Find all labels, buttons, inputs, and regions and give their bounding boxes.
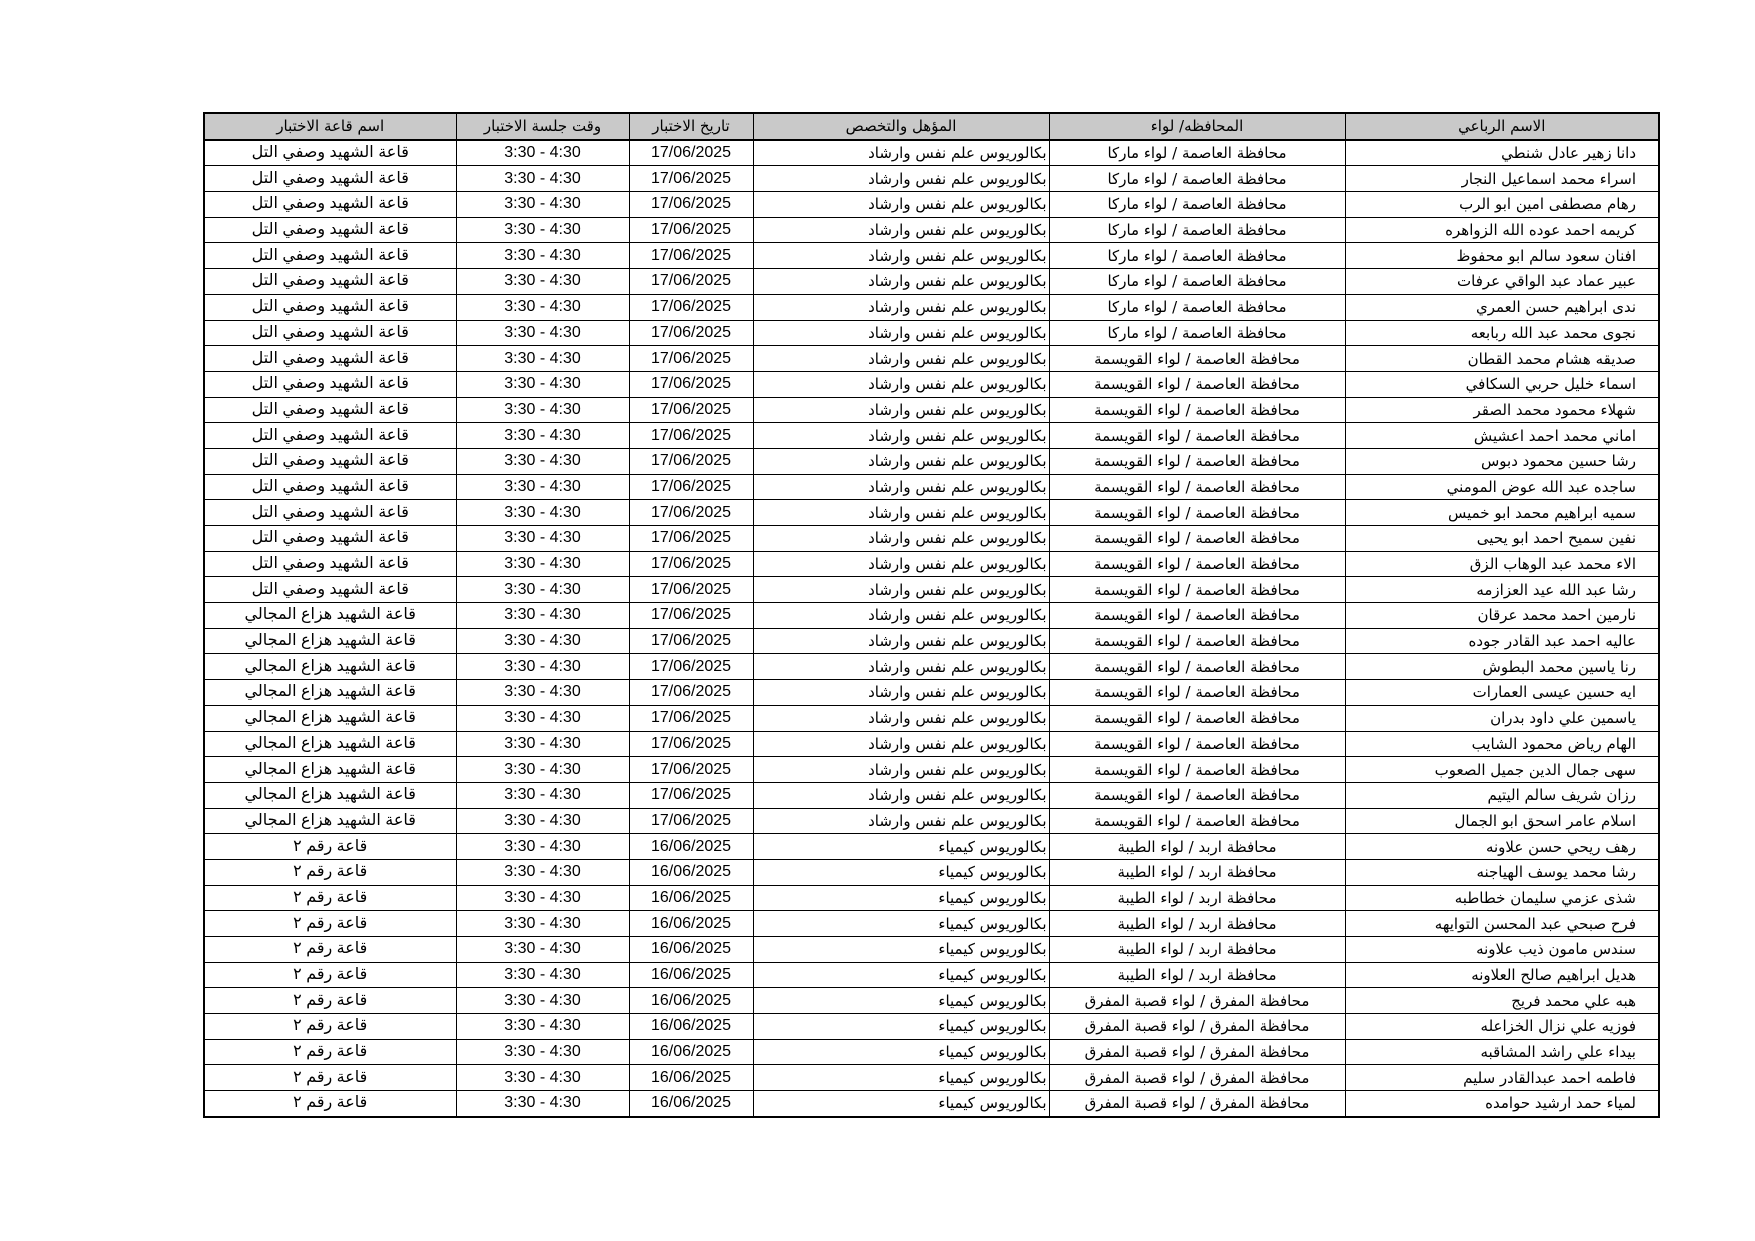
cell-qualification: بكالوريوس كيمياء [753, 1014, 1049, 1040]
table-row [204, 988, 1659, 1014]
cell-date: 16/06/2025 [629, 937, 753, 963]
cell-hall: قاعة الشهيد هزاع المجالي [204, 808, 456, 834]
cell-qualification: بكالوريوس علم نفس وارشاد [753, 577, 1049, 603]
cell-time: 3:30 - 4:30 [456, 654, 629, 680]
cell-date: 17/06/2025 [629, 140, 753, 166]
table-row [204, 551, 1659, 577]
cell-time: 3:30 - 4:30 [456, 577, 629, 603]
cell-name: فرح صبحي عبد المحسن التوايهه [1345, 911, 1659, 937]
cell-name: دانا زهير عادل شنطي [1345, 140, 1659, 166]
cell-time: 3:30 - 4:30 [456, 397, 629, 423]
table-row [204, 192, 1659, 218]
cell-hall: قاعة الشهيد وصفي التل [204, 423, 456, 449]
cell-governorate: محافظة المفرق / لواء قصبة المفرق [1049, 1039, 1345, 1065]
header-row [204, 113, 1659, 140]
cell-name: صديقه هشام محمد القطان [1345, 346, 1659, 372]
cell-hall: قاعة الشهيد وصفي التل [204, 397, 456, 423]
cell-name: اسراء محمد اسماعيل النجار [1345, 166, 1659, 192]
cell-qualification: بكالوريوس علم نفس وارشاد [753, 680, 1049, 706]
table-row [204, 731, 1659, 757]
cell-qualification: بكالوريوس علم نفس وارشاد [753, 423, 1049, 449]
cell-name: نفين سميح احمد ابو يحيى [1345, 526, 1659, 552]
table-row [204, 371, 1659, 397]
table-row [204, 294, 1659, 320]
cell-qualification: بكالوريوس علم نفس وارشاد [753, 782, 1049, 808]
cell-date: 17/06/2025 [629, 320, 753, 346]
cell-hall: قاعة رقم ٢ [204, 1039, 456, 1065]
cell-date: 16/06/2025 [629, 911, 753, 937]
cell-date: 17/06/2025 [629, 551, 753, 577]
cell-hall: قاعة الشهيد وصفي التل [204, 140, 456, 166]
cell-name: اسلام عامر اسحق ابو الجمال [1345, 808, 1659, 834]
cell-date: 17/06/2025 [629, 654, 753, 680]
table-header [204, 113, 1659, 140]
cell-time: 3:30 - 4:30 [456, 757, 629, 783]
cell-qualification: بكالوريوس علم نفس وارشاد [753, 500, 1049, 526]
cell-time: 3:30 - 4:30 [456, 140, 629, 166]
cell-date: 17/06/2025 [629, 731, 753, 757]
cell-hall: قاعة الشهيد هزاع المجالي [204, 603, 456, 629]
cell-date: 17/06/2025 [629, 423, 753, 449]
cell-time: 3:30 - 4:30 [456, 474, 629, 500]
cell-hall: قاعة رقم ٢ [204, 1014, 456, 1040]
cell-time: 3:30 - 4:30 [456, 808, 629, 834]
cell-qualification: بكالوريوس كيمياء [753, 911, 1049, 937]
cell-governorate: محافظة اربد / لواء الطيبة [1049, 911, 1345, 937]
cell-governorate: محافظة العاصمة / لواء القويسمة [1049, 551, 1345, 577]
cell-qualification: بكالوريوس علم نفس وارشاد [753, 140, 1049, 166]
cell-governorate: محافظة العاصمة / لواء ماركا [1049, 243, 1345, 269]
cell-governorate: محافظة العاصمة / لواء القويسمة [1049, 808, 1345, 834]
cell-name: رشا عبد الله عيد العزازمه [1345, 577, 1659, 603]
cell-hall: قاعة الشهيد وصفي التل [204, 217, 456, 243]
cell-hall: قاعة الشهيد هزاع المجالي [204, 628, 456, 654]
cell-date: 17/06/2025 [629, 269, 753, 295]
cell-qualification: بكالوريوس علم نفس وارشاد [753, 346, 1049, 372]
table-body [204, 140, 1659, 1117]
cell-name: الاء محمد عبد الوهاب الزق [1345, 551, 1659, 577]
cell-name: اماني محمد احمد اعشيش [1345, 423, 1659, 449]
cell-hall: قاعة رقم ٢ [204, 1065, 456, 1091]
cell-governorate: محافظة اربد / لواء الطيبة [1049, 937, 1345, 963]
table-row [204, 859, 1659, 885]
cell-governorate: محافظة العاصمة / لواء القويسمة [1049, 423, 1345, 449]
cell-date: 16/06/2025 [629, 1091, 753, 1117]
cell-qualification: بكالوريوس علم نفس وارشاد [753, 757, 1049, 783]
cell-name: رزان شريف سالم اليتيم [1345, 782, 1659, 808]
cell-time: 3:30 - 4:30 [456, 680, 629, 706]
cell-governorate: محافظة العاصمة / لواء ماركا [1049, 294, 1345, 320]
cell-hall: قاعة الشهيد هزاع المجالي [204, 782, 456, 808]
cell-name: فوزيه علي نزال الخزاعله [1345, 1014, 1659, 1040]
cell-date: 17/06/2025 [629, 448, 753, 474]
cell-time: 3:30 - 4:30 [456, 526, 629, 552]
cell-governorate: محافظة العاصمة / لواء ماركا [1049, 192, 1345, 218]
table-row [204, 346, 1659, 372]
cell-time: 3:30 - 4:30 [456, 294, 629, 320]
cell-time: 3:30 - 4:30 [456, 423, 629, 449]
cell-time: 3:30 - 4:30 [456, 269, 629, 295]
table-row [204, 885, 1659, 911]
cell-name: عبير عماد عبد الواقي عرفات [1345, 269, 1659, 295]
cell-governorate: محافظة المفرق / لواء قصبة المفرق [1049, 1091, 1345, 1117]
cell-time: 3:30 - 4:30 [456, 371, 629, 397]
cell-time: 3:30 - 4:30 [456, 834, 629, 860]
cell-name: هديل ابراهيم صالح العلاونه [1345, 962, 1659, 988]
cell-time: 3:30 - 4:30 [456, 859, 629, 885]
cell-qualification: بكالوريوس كيمياء [753, 962, 1049, 988]
cell-hall: قاعة الشهيد وصفي التل [204, 320, 456, 346]
cell-date: 17/06/2025 [629, 371, 753, 397]
cell-name: افنان سعود سالم ابو محفوظ [1345, 243, 1659, 269]
cell-date: 16/06/2025 [629, 1039, 753, 1065]
cell-hall: قاعة رقم ٢ [204, 988, 456, 1014]
cell-name: اسماء خليل حربي السكافي [1345, 371, 1659, 397]
cell-governorate: محافظة العاصمة / لواء ماركا [1049, 217, 1345, 243]
cell-date: 16/06/2025 [629, 988, 753, 1014]
cell-qualification: بكالوريوس كيمياء [753, 937, 1049, 963]
cell-governorate: محافظة العاصمة / لواء القويسمة [1049, 371, 1345, 397]
cell-governorate: محافظة العاصمة / لواء القويسمة [1049, 474, 1345, 500]
cell-name: الهام رياض محمود الشايب [1345, 731, 1659, 757]
cell-qualification: بكالوريوس علم نفس وارشاد [753, 603, 1049, 629]
cell-qualification: بكالوريوس كيمياء [753, 1065, 1049, 1091]
cell-governorate: محافظة العاصمة / لواء القويسمة [1049, 346, 1345, 372]
table-row [204, 397, 1659, 423]
header-name: الاسم الرباعي [1345, 113, 1659, 140]
cell-qualification: بكالوريوس علم نفس وارشاد [753, 192, 1049, 218]
cell-hall: قاعة رقم ٢ [204, 962, 456, 988]
cell-name: بيداء علي راشد المشاقبه [1345, 1039, 1659, 1065]
cell-governorate: محافظة العاصمة / لواء ماركا [1049, 320, 1345, 346]
cell-governorate: محافظة العاصمة / لواء القويسمة [1049, 448, 1345, 474]
cell-governorate: محافظة العاصمة / لواء القويسمة [1049, 628, 1345, 654]
cell-name: ندى ابراهيم حسن العمري [1345, 294, 1659, 320]
cell-date: 17/06/2025 [629, 243, 753, 269]
cell-qualification: بكالوريوس علم نفس وارشاد [753, 526, 1049, 552]
cell-hall: قاعة الشهيد وصفي التل [204, 448, 456, 474]
cell-qualification: بكالوريوس علم نفس وارشاد [753, 320, 1049, 346]
cell-qualification: بكالوريوس كيمياء [753, 988, 1049, 1014]
cell-date: 17/06/2025 [629, 757, 753, 783]
cell-time: 3:30 - 4:30 [456, 782, 629, 808]
cell-qualification: بكالوريوس كيمياء [753, 1091, 1049, 1117]
cell-hall: قاعة الشهيد وصفي التل [204, 551, 456, 577]
cell-hall: قاعة الشهيد وصفي التل [204, 526, 456, 552]
cell-time: 3:30 - 4:30 [456, 885, 629, 911]
cell-time: 3:30 - 4:30 [456, 346, 629, 372]
cell-governorate: محافظة اربد / لواء الطيبة [1049, 885, 1345, 911]
table-row [204, 808, 1659, 834]
cell-governorate: محافظة العاصمة / لواء القويسمة [1049, 577, 1345, 603]
cell-hall: قاعة الشهيد وصفي التل [204, 371, 456, 397]
cell-date: 17/06/2025 [629, 782, 753, 808]
cell-qualification: بكالوريوس كيمياء [753, 885, 1049, 911]
cell-qualification: بكالوريوس علم نفس وارشاد [753, 166, 1049, 192]
cell-name: كريمه احمد عوده الله الزواهره [1345, 217, 1659, 243]
cell-qualification: بكالوريوس علم نفس وارشاد [753, 294, 1049, 320]
cell-hall: قاعة رقم ٢ [204, 911, 456, 937]
cell-governorate: محافظة العاصمة / لواء ماركا [1049, 166, 1345, 192]
cell-hall: قاعة رقم ٢ [204, 885, 456, 911]
cell-governorate: محافظة العاصمة / لواء القويسمة [1049, 603, 1345, 629]
cell-name: عاليه احمد عبد القادر جوده [1345, 628, 1659, 654]
cell-date: 17/06/2025 [629, 217, 753, 243]
cell-date: 17/06/2025 [629, 294, 753, 320]
cell-name: رنا ياسين محمد البطوش [1345, 654, 1659, 680]
cell-time: 3:30 - 4:30 [456, 1091, 629, 1117]
cell-name: شهلاء محمود محمد الصقر [1345, 397, 1659, 423]
cell-hall: قاعة الشهيد وصفي التل [204, 500, 456, 526]
cell-qualification: بكالوريوس علم نفس وارشاد [753, 243, 1049, 269]
header-hall: اسم قاعة الاختبار [204, 113, 456, 140]
cell-time: 3:30 - 4:30 [456, 937, 629, 963]
cell-governorate: محافظة العاصمة / لواء القويسمة [1049, 782, 1345, 808]
header-date: تاريخ الاختبار [629, 113, 753, 140]
cell-governorate: محافظة العاصمة / لواء القويسمة [1049, 397, 1345, 423]
table-row [204, 217, 1659, 243]
table-row [204, 474, 1659, 500]
table-row [204, 680, 1659, 706]
cell-time: 3:30 - 4:30 [456, 551, 629, 577]
cell-hall: قاعة الشهيد وصفي التل [204, 346, 456, 372]
cell-hall: قاعة الشهيد وصفي التل [204, 166, 456, 192]
table-row [204, 1065, 1659, 1091]
cell-date: 17/06/2025 [629, 192, 753, 218]
cell-time: 3:30 - 4:30 [456, 731, 629, 757]
cell-hall: قاعة الشهيد وصفي التل [204, 243, 456, 269]
cell-date: 16/06/2025 [629, 962, 753, 988]
cell-name: ايه حسين عيسى العمارات [1345, 680, 1659, 706]
table-row [204, 526, 1659, 552]
table-row [204, 962, 1659, 988]
cell-time: 3:30 - 4:30 [456, 911, 629, 937]
cell-date: 16/06/2025 [629, 859, 753, 885]
cell-time: 3:30 - 4:30 [456, 988, 629, 1014]
cell-time: 3:30 - 4:30 [456, 217, 629, 243]
cell-qualification: بكالوريوس علم نفس وارشاد [753, 654, 1049, 680]
cell-hall: قاعة الشهيد هزاع المجالي [204, 731, 456, 757]
table-row [204, 628, 1659, 654]
table-row [204, 705, 1659, 731]
cell-hall: قاعة رقم ٢ [204, 834, 456, 860]
cell-hall: قاعة الشهيد هزاع المجالي [204, 757, 456, 783]
cell-date: 17/06/2025 [629, 705, 753, 731]
header-time: وقت جلسة الاختبار [456, 113, 629, 140]
cell-date: 17/06/2025 [629, 500, 753, 526]
cell-qualification: بكالوريوس علم نفس وارشاد [753, 808, 1049, 834]
table-row [204, 500, 1659, 526]
table-row [204, 166, 1659, 192]
table-row [204, 937, 1659, 963]
cell-qualification: بكالوريوس كيمياء [753, 1039, 1049, 1065]
cell-hall: قاعة الشهيد وصفي التل [204, 192, 456, 218]
cell-name: نارمين احمد محمد عرقان [1345, 603, 1659, 629]
table-row [204, 782, 1659, 808]
cell-governorate: محافظة العاصمة / لواء القويسمة [1049, 705, 1345, 731]
cell-date: 17/06/2025 [629, 526, 753, 552]
cell-governorate: محافظة اربد / لواء الطيبة [1049, 962, 1345, 988]
cell-time: 3:30 - 4:30 [456, 1065, 629, 1091]
cell-name: نجوى محمد عبد الله ربابعه [1345, 320, 1659, 346]
table-row [204, 577, 1659, 603]
cell-hall: قاعة الشهيد وصفي التل [204, 269, 456, 295]
cell-name: ياسمين علي داود بدران [1345, 705, 1659, 731]
cell-governorate: محافظة العاصمة / لواء القويسمة [1049, 654, 1345, 680]
cell-governorate: محافظة العاصمة / لواء القويسمة [1049, 680, 1345, 706]
cell-governorate: محافظة اربد / لواء الطيبة [1049, 859, 1345, 885]
cell-name: ساجده عبد الله عوض المومني [1345, 474, 1659, 500]
cell-time: 3:30 - 4:30 [456, 320, 629, 346]
cell-name: سهى جمال الدين جميل الصعوب [1345, 757, 1659, 783]
table-row [204, 1091, 1659, 1117]
cell-hall: قاعة رقم ٢ [204, 1091, 456, 1117]
cell-hall: قاعة الشهيد هزاع المجالي [204, 705, 456, 731]
cell-date: 16/06/2025 [629, 834, 753, 860]
table-row [204, 757, 1659, 783]
cell-hall: قاعة رقم ٢ [204, 937, 456, 963]
cell-time: 3:30 - 4:30 [456, 192, 629, 218]
cell-governorate: محافظة العاصمة / لواء ماركا [1049, 269, 1345, 295]
cell-name: رشا محمد يوسف الهياجنه [1345, 859, 1659, 885]
cell-qualification: بكالوريوس علم نفس وارشاد [753, 217, 1049, 243]
table-row [204, 834, 1659, 860]
cell-date: 17/06/2025 [629, 628, 753, 654]
cell-time: 3:30 - 4:30 [456, 962, 629, 988]
table-row [204, 269, 1659, 295]
cell-governorate: محافظة المفرق / لواء قصبة المفرق [1049, 988, 1345, 1014]
cell-time: 3:30 - 4:30 [456, 448, 629, 474]
cell-date: 17/06/2025 [629, 577, 753, 603]
cell-date: 16/06/2025 [629, 885, 753, 911]
cell-name: شذى عزمي سليمان خطاطبه [1345, 885, 1659, 911]
cell-hall: قاعة رقم ٢ [204, 859, 456, 885]
cell-date: 17/06/2025 [629, 808, 753, 834]
cell-name: رشا حسين محمود دبوس [1345, 448, 1659, 474]
cell-date: 16/06/2025 [629, 1014, 753, 1040]
cell-date: 17/06/2025 [629, 680, 753, 706]
cell-governorate: محافظة العاصمة / لواء القويسمة [1049, 500, 1345, 526]
cell-qualification: بكالوريوس علم نفس وارشاد [753, 448, 1049, 474]
cell-name: سميه ابراهيم محمد ابو خميس [1345, 500, 1659, 526]
table-row [204, 320, 1659, 346]
exam-schedule-table [203, 112, 1660, 1118]
cell-hall: قاعة الشهيد وصفي التل [204, 294, 456, 320]
cell-governorate: محافظة المفرق / لواء قصبة المفرق [1049, 1014, 1345, 1040]
header-qualification: المؤهل والتخصص [753, 113, 1049, 140]
table-row [204, 423, 1659, 449]
cell-time: 3:30 - 4:30 [456, 166, 629, 192]
cell-governorate: محافظة العاصمة / لواء القويسمة [1049, 757, 1345, 783]
table-row [204, 603, 1659, 629]
cell-name: رهام مصطفى امين ابو الرب [1345, 192, 1659, 218]
table-row [204, 243, 1659, 269]
cell-governorate: محافظة اربد / لواء الطيبة [1049, 834, 1345, 860]
table-row [204, 1014, 1659, 1040]
cell-name: هبه علي محمد فريج [1345, 988, 1659, 1014]
cell-date: 17/06/2025 [629, 397, 753, 423]
cell-name: فاطمه احمد عبدالقادر سليم [1345, 1065, 1659, 1091]
cell-name: سندس مامون ذيب علاونه [1345, 937, 1659, 963]
cell-time: 3:30 - 4:30 [456, 603, 629, 629]
cell-qualification: بكالوريوس علم نفس وارشاد [753, 628, 1049, 654]
table-row [204, 911, 1659, 937]
cell-date: 17/06/2025 [629, 603, 753, 629]
cell-hall: قاعة الشهيد هزاع المجالي [204, 680, 456, 706]
cell-qualification: بكالوريوس علم نفس وارشاد [753, 474, 1049, 500]
header-governorate: المحافظه/ لواء [1049, 113, 1345, 140]
cell-time: 3:30 - 4:30 [456, 500, 629, 526]
cell-qualification: بكالوريوس علم نفس وارشاد [753, 269, 1049, 295]
cell-qualification: بكالوريوس علم نفس وارشاد [753, 397, 1049, 423]
cell-hall: قاعة الشهيد هزاع المجالي [204, 654, 456, 680]
table-row [204, 448, 1659, 474]
table-row [204, 654, 1659, 680]
cell-governorate: محافظة العاصمة / لواء القويسمة [1049, 526, 1345, 552]
cell-time: 3:30 - 4:30 [456, 243, 629, 269]
cell-time: 3:30 - 4:30 [456, 1039, 629, 1065]
cell-qualification: بكالوريوس علم نفس وارشاد [753, 731, 1049, 757]
table-row [204, 140, 1659, 166]
cell-qualification: بكالوريوس علم نفس وارشاد [753, 371, 1049, 397]
cell-governorate: محافظة العاصمة / لواء القويسمة [1049, 731, 1345, 757]
cell-qualification: بكالوريوس كيمياء [753, 859, 1049, 885]
cell-governorate: محافظة المفرق / لواء قصبة المفرق [1049, 1065, 1345, 1091]
cell-date: 17/06/2025 [629, 474, 753, 500]
cell-date: 16/06/2025 [629, 1065, 753, 1091]
cell-qualification: بكالوريوس كيمياء [753, 834, 1049, 860]
cell-qualification: بكالوريوس علم نفس وارشاد [753, 551, 1049, 577]
cell-time: 3:30 - 4:30 [456, 1014, 629, 1040]
cell-date: 17/06/2025 [629, 166, 753, 192]
cell-governorate: محافظة العاصمة / لواء ماركا [1049, 140, 1345, 166]
cell-hall: قاعة الشهيد وصفي التل [204, 577, 456, 603]
cell-time: 3:30 - 4:30 [456, 628, 629, 654]
cell-name: لمياء حمد ارشيد حوامده [1345, 1091, 1659, 1117]
cell-hall: قاعة الشهيد وصفي التل [204, 474, 456, 500]
cell-name: رهف ريحي حسن علاونه [1345, 834, 1659, 860]
table-row [204, 1039, 1659, 1065]
cell-time: 3:30 - 4:30 [456, 705, 629, 731]
cell-qualification: بكالوريوس علم نفس وارشاد [753, 705, 1049, 731]
cell-date: 17/06/2025 [629, 346, 753, 372]
